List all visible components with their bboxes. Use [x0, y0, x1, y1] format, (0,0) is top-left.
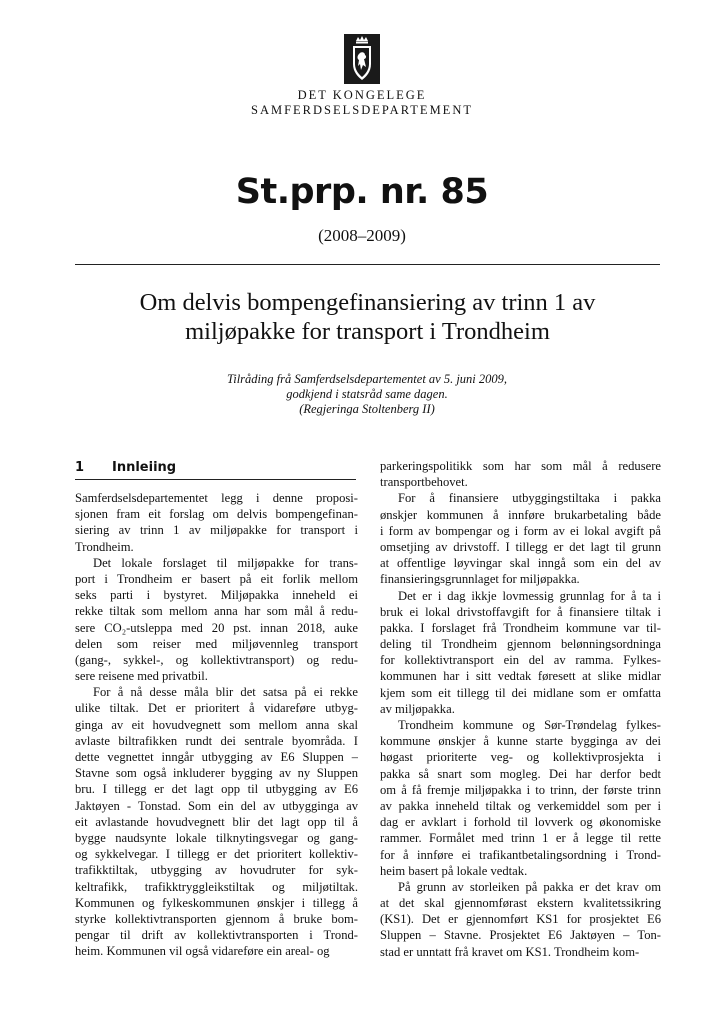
- text-line: eit avlastande hovudvegnett blir det lagt opp til å: [75, 814, 358, 829]
- text-line: stad er unntatt frå kravet om KS1. Trondheim kom-: [380, 944, 640, 959]
- section-heading: [75, 458, 356, 480]
- text-line: i form av bompengar og i form av ei lokal avgift på: [380, 523, 661, 538]
- text-line: port i Trondheim er basert på eit forlik mellom: [75, 571, 358, 586]
- text-line: heim. Kommunen vil også vidareføre ein areal- og: [75, 944, 330, 959]
- section-title: Innleiing: [112, 460, 177, 475]
- text-line: bruk ei lokal drivstoffavgift for å finansiere tiltak i: [380, 604, 661, 619]
- text-line: Jaktøyen - Tonstad. Som ein del av utbygginga av: [75, 798, 358, 813]
- text-line: bru. I tillegg er det lagt opp til utbygging av E6: [75, 782, 358, 797]
- recommendation-line: godkjend i statsråd same dagen.: [286, 387, 448, 401]
- text-line: Trondheim kommune og Sør-Trøndelag fylkes-: [398, 718, 661, 732]
- document-subject: [90, 288, 645, 346]
- text-line: dette vegnettet inngår utbygging av E6 Sluppen –: [75, 750, 358, 764]
- text-line: trafikktiltak, utbygging av hovudruter for syk-: [75, 863, 358, 878]
- session-year: (2008–2009): [318, 226, 406, 245]
- text-line: heim basert på lokale vedtak.: [380, 863, 528, 878]
- norwegian-lion-crest-icon: [344, 34, 380, 84]
- text-line: For å nå desse måla blir det satsa på ei rekke: [93, 685, 358, 700]
- text-line: siering av trinn 1 av miljøpakke for transport i: [75, 523, 358, 538]
- document-number: St.prp. nr. 85: [235, 172, 489, 212]
- text-line: (KS1). Det er gjennomført KS1 for prosjektet E6: [380, 912, 661, 927]
- text-line: kommune ønskjer å kunne starte bygginga av dei: [380, 734, 661, 749]
- subject-line: miljøpakke for transport i Trondheim: [185, 318, 550, 345]
- text-line: rekke tiltak som mellom anna har som mål å redu-: [75, 604, 358, 619]
- text-line: at det skal gjennomførast ekstern kvalitetssikring: [380, 896, 661, 911]
- text-line: av miljøpakka.: [380, 701, 455, 716]
- text-line: bygge naudsynte lokale tilknytingsvegar og gang-: [75, 830, 358, 845]
- text-line: Sluppen – Stavne. Prosjektet E6 Jaktøyen – Ton-: [380, 928, 661, 943]
- right-text-column: [380, 458, 661, 960]
- text-line: parkeringspolitikk som har som mål å redusere: [380, 459, 661, 473]
- text-line: for å innføre ei trafikantbetalingsordning i Trond-: [380, 847, 661, 862]
- text-line: for kollektivtransport ein del av ramma. Fylkes-: [380, 653, 661, 668]
- text-line: ginga av eit hovudvegnett som mellom anna skal: [75, 717, 358, 732]
- text-line: deling til Trondheim gjennom belønningsordninga: [380, 637, 661, 652]
- text-line: delen som reiser med miljøvennleg transport: [75, 636, 358, 651]
- text-line: kjem som eit tillegg til dei midlane som er omfatta: [380, 685, 661, 700]
- text-line: transportbehovet.: [380, 475, 468, 490]
- text-line: avlaste biltrafikken rundt dei sentrale byområda. I: [75, 733, 358, 748]
- text-line: pakka så snart som mogleg. Dei har derfor bedt: [380, 766, 661, 781]
- text-line: ulike tiltak. Det er prioritert å vidareføre utbyg-: [75, 701, 358, 716]
- text-line: dag er avklart i forhold til lovverk og økonomiske: [380, 815, 661, 830]
- text-line: Stavne som også inkluderer bygging av ny Sluppen: [75, 766, 358, 781]
- ministry-name-line1: DET KONGELEGE: [297, 88, 427, 102]
- subject-line: Om delvis bompengefinansiering av trinn 1 av: [139, 289, 596, 316]
- text-line: sere CO₂-utsleppa med 20 pst. innan 2018, auke: [75, 620, 358, 635]
- recommendation-line: (Regjeringa Stoltenberg II): [299, 402, 435, 416]
- text-line: og sykkelvegar. I tillegg er det prioritert kollektiv-: [75, 847, 358, 862]
- section-number: 1: [75, 460, 85, 475]
- left-text-column: [75, 490, 358, 959]
- text-line: (gang-, sykkel-, og kollektivtransport) og redu-: [75, 652, 358, 667]
- text-line: Kommunen og fylkeskommunen ønskjer i tillegg å: [75, 895, 358, 910]
- text-line: På grunn av storleiken på pakka er det krav om: [398, 879, 661, 894]
- text-line: høgast prioriterte veg- og kollektivprosjekta i: [380, 750, 661, 765]
- text-line: finansieringsgrunnlaget for miljøpakka.: [380, 572, 580, 587]
- text-line: pakka. I forslaget frå Trondheim kommune var til-: [380, 620, 661, 635]
- text-line: keltrafikk, trafikktryggleikstiltak og miljøtiltak.: [75, 879, 358, 894]
- text-line: Samferdselsdepartementet legg i denne proposi-: [75, 491, 358, 505]
- text-line: ønskjer kommunen å innføre brukarbetaling både: [380, 507, 661, 522]
- text-line: sjonen fram eit forslag om delvis bompengefinan-: [75, 507, 358, 522]
- text-line: styrke kollektivtransporten gjennom å bruke bom-: [75, 911, 358, 926]
- text-line: av pakka inneheld tiltak og verkemiddel som per i: [380, 798, 661, 813]
- text-line: om å få fremje miljøpakka i to trinn, der første trinn: [380, 782, 661, 797]
- text-line: Det lokale forslaget til miljøpakke for trans-: [93, 555, 358, 570]
- text-line: at offentlige løyvingar skal inngå som ein del av: [380, 556, 661, 571]
- text-line: rammer. Formålet med trinn 1 er å legge til rette: [380, 831, 661, 846]
- title-divider: [75, 264, 660, 265]
- recommendation-line: Tilråding frå Samferdselsdepartementet av 5. juni 2009,: [226, 372, 508, 386]
- text-line: Det er i dag ikkje lovmessig grunnlag for å ta i: [398, 588, 661, 603]
- text-line: seks parti i bystyret. Miljøpakka inneheld ei: [75, 588, 358, 603]
- text-line: kommunen har i sitt vedtak føresett at slike midlar: [380, 669, 661, 684]
- text-line: For å finansiere utbyggingstiltaka i pakka: [398, 491, 661, 506]
- text-line: Trondheim.: [75, 539, 134, 554]
- text-line: sere reisene med privatbil.: [75, 669, 208, 684]
- text-line: omsetjing av drivstoff. I tillegg er det lagt til grunn: [380, 539, 661, 554]
- ministry-name-line2: SAMFERDSELSDEPARTEMENT: [251, 103, 473, 117]
- recommendation-note: [150, 372, 584, 417]
- text-line: pengar til drift av kollektivtransporten i Trond-: [75, 928, 358, 943]
